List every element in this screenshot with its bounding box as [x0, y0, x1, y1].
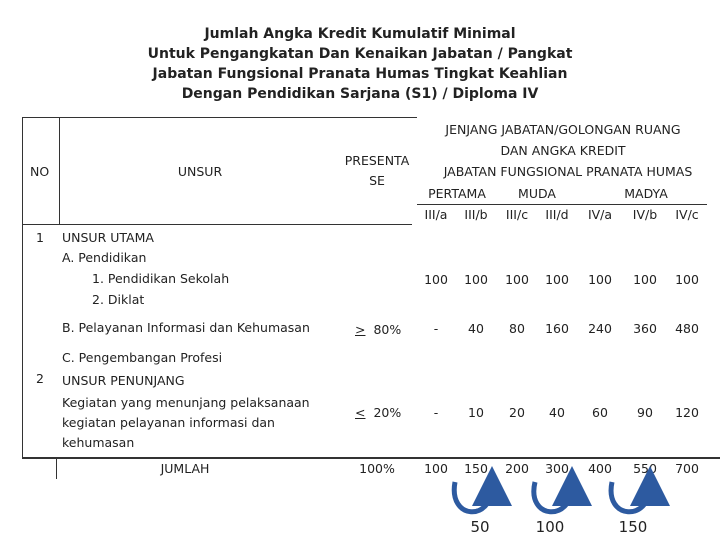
- curved-arrow-icon: [454, 482, 492, 512]
- pelayanan-symbol: >: [355, 322, 366, 337]
- penunjang-value-3b: 10: [468, 405, 484, 420]
- curved-arrow-icon: [611, 482, 650, 512]
- row-no-1: 1: [36, 230, 44, 245]
- grade-4b: IV/b: [632, 207, 658, 222]
- curved-arrow-icon: [534, 482, 572, 512]
- level-muda: MUDA: [518, 186, 556, 201]
- header-jenjang-line1: JENJANG JABATAN/GOLONGAN RUANG: [445, 122, 681, 137]
- penunjang-value-3c: 20: [509, 405, 525, 420]
- sekolah-value-4c: 100: [675, 272, 699, 287]
- pelayanan-value-4b: 360: [633, 321, 657, 336]
- header-no: NO: [30, 164, 50, 179]
- header-presentase-line1: PRESENTA: [344, 153, 410, 168]
- difference-1: 50: [470, 518, 490, 536]
- penunjang-desc-line1: Kegiatan yang menunjang pelaksanaan: [62, 395, 310, 410]
- difference-3: 150: [618, 518, 648, 536]
- grade-3c: III/c: [505, 207, 529, 222]
- sekolah-value-4b: 100: [633, 272, 657, 287]
- sekolah-value-3b: 100: [464, 272, 488, 287]
- sekolah-value-4a: 100: [588, 272, 612, 287]
- jumlah-percentage: 100%: [359, 461, 395, 476]
- pelayanan-value-4a: 240: [588, 321, 612, 336]
- pelayanan-value-3d: 160: [545, 321, 569, 336]
- penunjang-desc-line2: kegiatan pelayanan informasi dan: [62, 415, 275, 430]
- grade-4c: IV/c: [675, 207, 699, 222]
- title-line-3: Jabatan Fungsional Pranata Humas Tingkat Keahlian: [152, 66, 568, 82]
- penunjang-value-4b: 90: [637, 405, 653, 420]
- pengembangan-label: C. Pengembangan Profesi: [62, 350, 223, 365]
- penunjang-value-4c: 120: [675, 405, 699, 420]
- jumlah-value-3b: 150: [464, 461, 488, 476]
- jumlah-value-4a: 400: [588, 461, 612, 476]
- grade-3b: III/b: [464, 207, 488, 222]
- jumlah-value-3c: 200: [505, 461, 529, 476]
- grade-4a: IV/a: [587, 207, 613, 222]
- difference-2: 100: [535, 518, 565, 536]
- sekolah-value-3a: 100: [424, 272, 448, 287]
- level-madya: MADYA: [624, 186, 668, 201]
- grade-3d: III/d: [545, 207, 569, 222]
- pelayanan-pct: 80%: [373, 322, 402, 337]
- penunjang-pct: 20%: [373, 405, 402, 420]
- penunjang-value-4a: 60: [592, 405, 608, 420]
- jumlah-value-3d: 300: [545, 461, 569, 476]
- unsur-utama-label: UNSUR UTAMA: [62, 230, 154, 245]
- jumlah-value-4c: 700: [675, 461, 699, 476]
- penunjang-value-3a: -: [433, 405, 439, 420]
- sekolah-value-3c: 100: [505, 272, 529, 287]
- unsur-penunjang-label: UNSUR PENUNJANG: [62, 373, 185, 388]
- pelayanan-value-4c: 480: [675, 321, 699, 336]
- pelayanan-value-3c: 80: [509, 321, 525, 336]
- title-line-1: Jumlah Angka Kredit Kumulatif Minimal: [204, 26, 516, 42]
- pelayanan-label: B. Pelayanan Informasi dan Kehumasan: [62, 320, 310, 335]
- jumlah-value-3a: 100: [424, 461, 448, 476]
- header-presentase-line2: SE: [369, 173, 385, 188]
- pendidikan-sekolah-label: 1. Pendidikan Sekolah: [92, 271, 230, 286]
- diklat-label: 2. Diklat: [92, 292, 145, 307]
- header-jenjang-line2: DAN ANGKA KREDIT: [500, 143, 626, 158]
- jumlah-value-4b: 550: [633, 461, 657, 476]
- title-line-2: Untuk Pengangkatan Dan Kenaikan Jabatan / Pangkat: [147, 46, 573, 62]
- pendidikan-label: A. Pendidikan: [62, 250, 147, 265]
- header-unsur: UNSUR: [177, 164, 223, 179]
- pelayanan-value-3b: 40: [468, 321, 484, 336]
- title-line-4: Dengan Pendidikan Sarjana (S1) / Diploma IV: [181, 86, 539, 102]
- jumlah-label: JUMLAH: [160, 461, 210, 476]
- header-jenjang-line3: JABATAN FUNGSIONAL PRANATA HUMAS: [443, 164, 693, 179]
- grade-3a: III/a: [424, 207, 448, 222]
- sekolah-value-3d: 100: [545, 272, 569, 287]
- level-pertama: PERTAMA: [428, 186, 486, 201]
- penunjang-desc-line3: kehumasan: [62, 435, 135, 450]
- penunjang-value-3d: 40: [549, 405, 565, 420]
- row-no-2: 2: [36, 371, 44, 386]
- penunjang-symbol: <: [355, 405, 366, 420]
- pelayanan-value-3a: -: [433, 321, 439, 336]
